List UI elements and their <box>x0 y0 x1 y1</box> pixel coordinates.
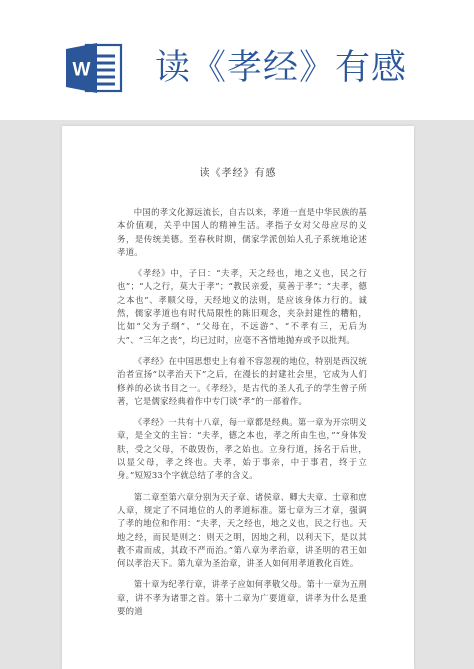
word-icon <box>66 42 124 94</box>
document-page <box>62 126 414 669</box>
paragraph-5: 第二章至第六章分别为天子章、诸侯章、卿大夫章、士章和庶人章，规定了不同地位的人的孝道标准。第七章为三才章，强调了孝的地位和作用：“夫孝，天之经也，地之义也，民之行也。天地之经，而民是则之：则天之明，因地之利，以利天下，是以其教不肃而成，其政不严而治。”第八章为孝治章，讲圣明的君王如何以孝治天下。第九章为圣治章，讲圣人如何用孝道教化百姓。 <box>117 491 367 569</box>
paragraph-6: 第十章为纪孝行章，讲孝子应如何孝敬父母。第十一章为五刑章，讲不孝为诸罪之首。第十二章为广要道章，讲孝为什么是重要的道 <box>117 579 367 617</box>
paragraph-2: 《孝经》中，子曰：“夫孝，天之经也，地之义也，民之行也”；“人之行，莫大于孝”；“教民亲爱，莫善于孝”；“夫孝，德之本也”、孝顺父母，天经地义的法则，是应该身体力行的。诚然，儒家孝道也有时代局限性的陈旧观念，夹杂封建性的糟粕，比如“父为子纲”、“父母在，不远游”、“不孝有三，无后为大”、“三年之丧”，均已过时，应毫不吝惜地抛弃或予以批判。 <box>117 268 367 345</box>
header-banner <box>0 0 474 120</box>
document-title: 读《孝经》有感 <box>199 168 277 179</box>
banner-title: 读《孝经》有感 <box>155 48 408 88</box>
word-icon-letter: W <box>72 59 91 81</box>
document-body <box>117 206 367 626</box>
paragraph-4: 《孝经》一共有十八章，每一章都是经典。第一章为开宗明义章，是全文的主旨：“夫孝，德之本也，孝之所由生也，”“身体发肤，受之父母，不敢毁伤，孝之始也。立身行道，扬名于后世，以显父母，孝之终也。夫孝，始于事亲，中于事君，终于立身。”短短33个字就总结了孝的含义。 <box>117 417 367 481</box>
paragraph-3: 《孝经》在中国思想史上有着不容忽视的地位，特别是西汉统治者宣扬“以孝治天下”之后，在漫长的封建社会里，它成为人们修养的必读书目之一。《孝经》，是古代的圣人孔子的学生曾子所著，它是儒家经典着作中专门谈“孝”的一部着作。 <box>117 355 367 406</box>
paragraph-1: 中国的孝文化源远流长，自古以来，孝道一直是中华民族的基本价值观，关乎中国人的精神生活。孝指子女对父母应尽的义务，是传统美德。至春秋时期，儒家学派创始人孔子系统地论述孝道。 <box>117 207 367 257</box>
